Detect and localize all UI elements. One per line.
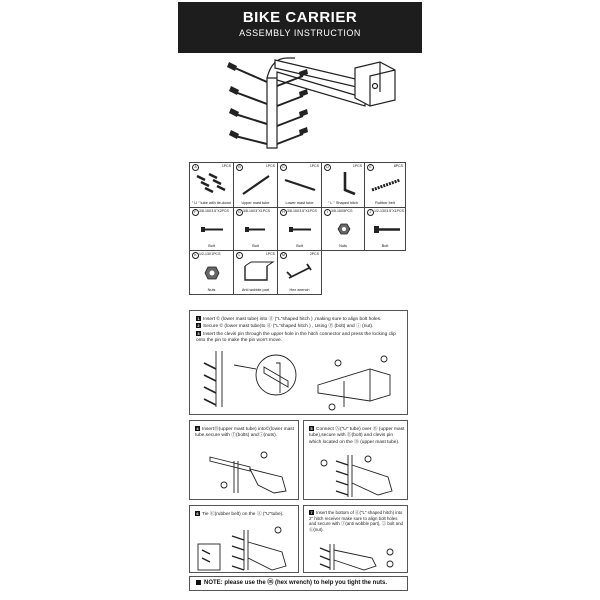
- part-qty: 1PCS: [265, 252, 275, 256]
- part-name: Bolt: [296, 244, 303, 248]
- part-qty: 3/8-16X3"X1PCS: [243, 209, 270, 213]
- part-qty: 1PCS: [309, 164, 319, 168]
- part-f: [189, 207, 234, 251]
- part-name: Bolt: [381, 244, 389, 248]
- rubber-belt-icon: [368, 170, 404, 198]
- step-7-text: 7 Insert the bottom of ⓓ("L" shaped hitch) into 2" hitch receiver make sure to align bolt holes and secure with ⓛ(anti wobble part), ⓙ bolt and ⓚ(nut).: [309, 510, 403, 532]
- bike-carrier-illustration: [215, 48, 415, 156]
- part-letter: M: [280, 252, 287, 259]
- part-name: Bolt: [252, 244, 259, 248]
- part-qty: 8PCS: [393, 164, 403, 168]
- note-bar: [189, 576, 408, 591]
- part-qty: 3/8-16X3.5"X1PCS: [287, 209, 317, 213]
- part-letter: J: [367, 209, 374, 216]
- part-name: Anti wobble part: [241, 288, 270, 292]
- step-4-diagram: [194, 447, 296, 499]
- part-letter: G: [236, 209, 243, 216]
- part-name: Bolt: [208, 244, 215, 248]
- bolt-icon: [193, 215, 231, 241]
- part-letter: L: [236, 252, 243, 259]
- step-5-panel: [303, 420, 408, 500]
- note-square-icon: [196, 580, 201, 585]
- title-banner: [178, 2, 422, 53]
- part-letter: C: [280, 164, 287, 171]
- nut-icon: [325, 215, 363, 241]
- step-7-panel: [303, 505, 408, 573]
- part-name: " U " tube with tie-down: [191, 201, 232, 205]
- part-letter: B: [236, 164, 243, 171]
- note-text: NOTE: please use the ⓜ (hex wrench) to help you tight the nuts.: [204, 580, 388, 586]
- anti-wobble-part-icon: [237, 258, 275, 286]
- step-5-text: 5 Connect Ⓐ("U" tube) over Ⓑ (upper mast tube),secure with ⓗ(bolt) and clevis pin which located on the Ⓑ (upper mast tube).: [309, 426, 405, 445]
- part-g: [233, 207, 278, 251]
- part-name: Upper mast tube: [241, 201, 270, 205]
- part-letter: K: [192, 252, 199, 259]
- bolt-icon: [281, 215, 319, 241]
- bolt-icon: [368, 215, 404, 241]
- document-subtitle: ASSEMBLY INSTRUCTION: [239, 28, 361, 38]
- step-6-diagram: [194, 522, 296, 572]
- part-d: [321, 162, 365, 208]
- step-4-text: 4 InsertⒷ(upper mast tube) into©(lower mast tube,secure with ⓕ(bolts) andⓘ(nuts).: [195, 426, 295, 439]
- step-1-3-diagram: [194, 345, 404, 413]
- part-h: [277, 207, 322, 251]
- part-name: Lower mast tube: [285, 201, 314, 205]
- step-6-panel: [189, 505, 299, 573]
- hex-wrench-icon: [281, 258, 319, 286]
- part-e: [364, 162, 406, 208]
- part-name: Hex wrench: [289, 288, 310, 292]
- part-qty: 3/8-16X3.5"X2PCS: [199, 209, 229, 213]
- lower-mast-tube-icon: [281, 170, 319, 198]
- part-i: [321, 207, 365, 251]
- part-b: [233, 162, 278, 208]
- document-title: BIKE CARRIER: [242, 9, 358, 26]
- part-qty: 2PCS: [309, 252, 319, 256]
- bolt-icon: [237, 215, 275, 241]
- part-j: [364, 207, 406, 251]
- part-letter: E: [367, 164, 374, 171]
- part-c: [277, 162, 322, 208]
- part-qty: 1PCS: [352, 164, 362, 168]
- step-7-diagram: [308, 542, 406, 572]
- part-name: " L " Shaped hitch: [328, 201, 358, 205]
- l-shaped-hitch-icon: [325, 170, 363, 198]
- step-1-3-panel: [189, 310, 408, 415]
- parts-list: [189, 162, 406, 295]
- u-tube-icon: [193, 170, 231, 198]
- step-4-panel: [189, 420, 299, 500]
- part-qty: 1/2-13X3.5"X1PCS: [374, 209, 404, 213]
- part-name: Rubber belt: [375, 201, 395, 205]
- step-3-text: 3 Insert the clevis pin through the upper hole in the hitch connector and press the locking clip onto the pin to make the pin won't move.: [196, 330, 396, 343]
- part-k: [189, 250, 234, 295]
- upper-mast-tube-icon: [237, 170, 275, 198]
- part-m: [277, 250, 322, 295]
- part-letter: I: [324, 209, 331, 216]
- part-letter: D: [324, 164, 331, 171]
- part-qty: 1PCS: [265, 164, 275, 168]
- part-a: [189, 162, 234, 208]
- part-qty: 3/8-16X5PCS: [331, 209, 353, 213]
- nut-icon: [193, 258, 231, 286]
- part-letter: H: [280, 209, 287, 216]
- step-1-text: 1 Insert © (lower mast tube) into ⓓ ("L"shaped hitch ) ,making sure to align bolt holes.: [197, 316, 382, 322]
- part-letter: F: [192, 209, 199, 216]
- part-qty: 1/2-13X1PCS: [199, 252, 221, 256]
- step-6-text: 6 Tie Ⓔ(rubber belt) on the Ⓐ ("U"tube).: [196, 511, 284, 517]
- part-qty: 1PCS: [221, 164, 231, 168]
- part-name: Nuts: [207, 288, 216, 292]
- part-name: Nuts: [339, 244, 347, 248]
- step-2-text: 2 Secure © (lower mast tube)to ⓓ ("L"shaped hitch ) , Using ⓖ (bolt) and ⓘ (nut).: [197, 323, 374, 330]
- part-letter: A: [192, 164, 199, 171]
- step-5-diagram: [308, 451, 406, 499]
- part-l: [233, 250, 278, 295]
